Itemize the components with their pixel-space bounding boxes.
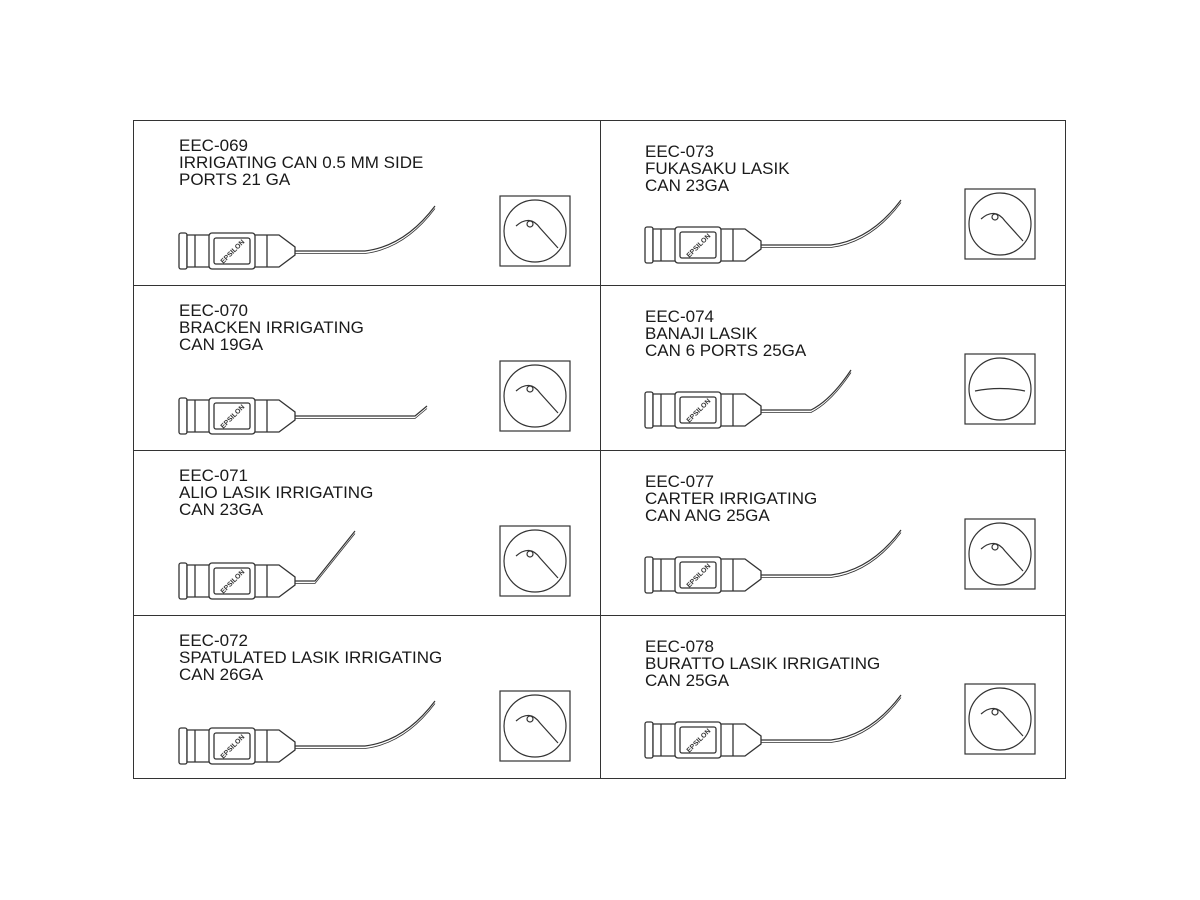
- cannula-illustration: [600, 616, 1066, 781]
- tip-detail-inset: [500, 361, 570, 431]
- hub-brand-text: EPSILON: [685, 727, 713, 755]
- tip-detail-inset: [965, 354, 1035, 424]
- cannula-illustration: [134, 451, 600, 616]
- cannula-illustration: [134, 616, 600, 781]
- cannula-illustration: [600, 121, 1066, 286]
- cannula-needle: [295, 531, 355, 584]
- product-description-line: CAN 25GA: [645, 671, 730, 690]
- cannula-needle: [295, 701, 435, 749]
- cannula-needle: [761, 695, 901, 743]
- product-cell-eec-069: [134, 121, 600, 286]
- product-cell-eec-078: [600, 616, 1066, 781]
- tip-detail-inset: [965, 684, 1035, 754]
- cannula-illustration: [600, 286, 1066, 451]
- product-cell-eec-070: [134, 286, 600, 451]
- product-description-line: IRRIGATING CAN 0.5 MM SIDE: [179, 153, 424, 172]
- product-description-line: ALIO LASIK IRRIGATING: [179, 483, 374, 502]
- hub-brand-text: EPSILON: [685, 397, 713, 425]
- product-code: EEC-077: [645, 472, 714, 491]
- product-description-line: CAN 23GA: [645, 176, 730, 195]
- product-code: EEC-078: [645, 637, 714, 656]
- product-description-line: CAN 23GA: [179, 500, 264, 519]
- cannula-illustration: [134, 121, 600, 286]
- product-description-line: CARTER IRRIGATING: [645, 489, 818, 508]
- hub-brand-text: EPSILON: [219, 568, 247, 596]
- hub-brand-text: EPSILON: [219, 403, 247, 431]
- cannula-illustration: [600, 451, 1066, 616]
- product-description-line: CAN 6 PORTS 25GA: [645, 341, 807, 360]
- product-cell-eec-071: [134, 451, 600, 616]
- tip-detail-inset: [500, 196, 570, 266]
- cannula-illustration: [134, 286, 600, 451]
- product-catalog-grid: [133, 120, 1066, 779]
- hub-brand-text: EPSILON: [685, 232, 713, 260]
- product-description-line: BANAJI LASIK: [645, 324, 758, 343]
- tip-detail-inset: [500, 526, 570, 596]
- product-description-line: PORTS 21 GA: [179, 170, 291, 189]
- hub-brand-text: EPSILON: [219, 238, 247, 266]
- cannula-needle: [295, 406, 427, 419]
- tip-detail-inset: [500, 691, 570, 761]
- tip-detail-inset: [965, 189, 1035, 259]
- product-description-line: BURATTO LASIK IRRIGATING: [645, 654, 881, 673]
- product-description-line: FUKASAKU LASIK: [645, 159, 790, 178]
- hub-brand-text: EPSILON: [219, 733, 247, 761]
- product-code: EEC-071: [179, 466, 248, 485]
- product-description-line: CAN 26GA: [179, 665, 264, 684]
- product-description-line: BRACKEN IRRIGATING: [179, 318, 364, 337]
- cannula-needle: [761, 530, 901, 578]
- product-cell-eec-072: [134, 616, 600, 781]
- hub-brand-text: EPSILON: [685, 562, 713, 590]
- product-description-line: SPATULATED LASIK IRRIGATING: [179, 648, 443, 667]
- product-description-line: CAN ANG 25GA: [645, 506, 770, 525]
- cannula-needle: [295, 206, 435, 254]
- cannula-needle: [761, 200, 901, 248]
- product-code: EEC-072: [179, 631, 248, 650]
- tip-detail-inset: [965, 519, 1035, 589]
- product-cell-eec-073: [600, 121, 1066, 286]
- product-cell-eec-077: [600, 451, 1066, 616]
- product-description-line: CAN 19GA: [179, 335, 264, 354]
- product-cell-eec-074: [600, 286, 1066, 451]
- product-code: EEC-069: [179, 136, 248, 155]
- product-code: EEC-074: [645, 307, 714, 326]
- product-code: EEC-070: [179, 301, 248, 320]
- cannula-needle: [761, 370, 851, 413]
- product-code: EEC-073: [645, 142, 714, 161]
